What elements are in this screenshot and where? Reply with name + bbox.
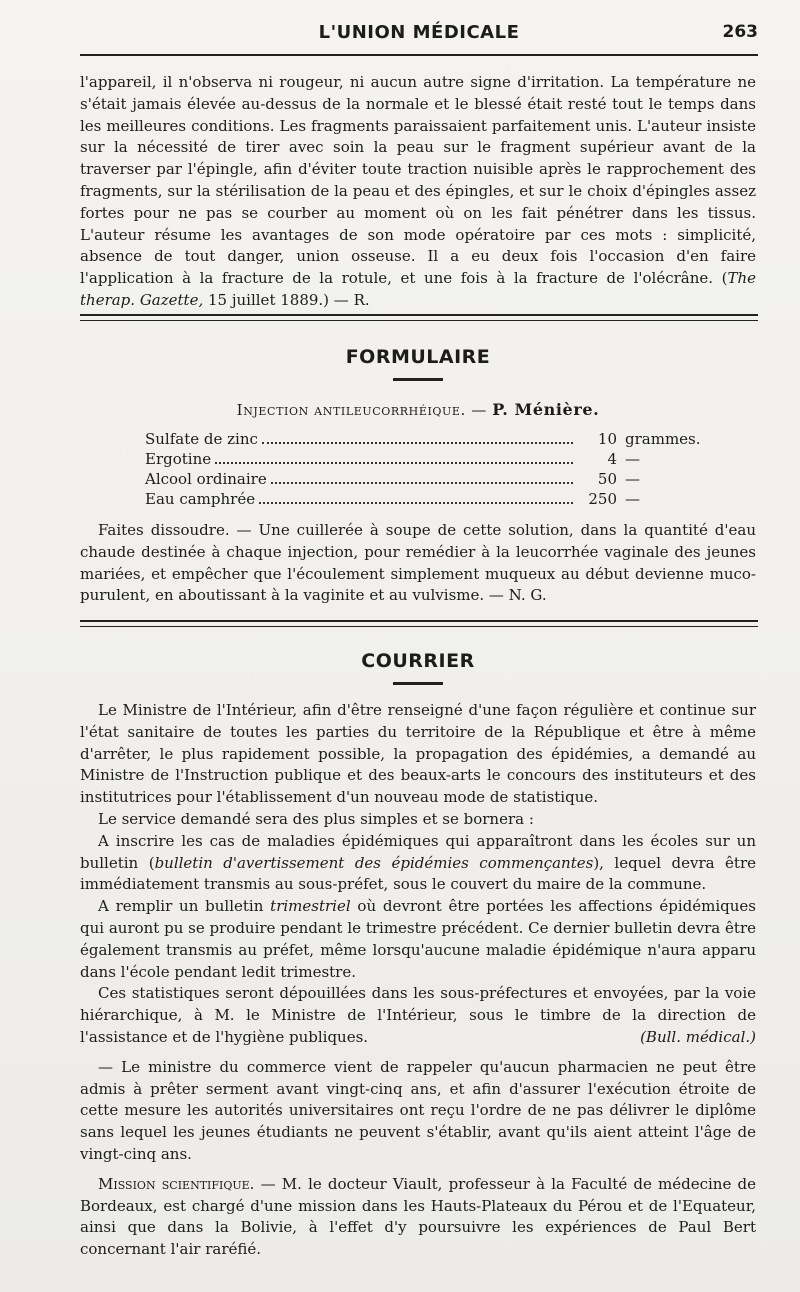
ingredient-qty: 250 <box>588 490 617 508</box>
dot-leader <box>262 442 573 444</box>
running-header <box>80 22 758 52</box>
recipe-name: Injection antileucorrhéique. <box>236 401 466 419</box>
ingredient-name: Eau camphrée <box>145 490 256 508</box>
courrier-paragraph <box>80 896 756 983</box>
section-divider-bottom <box>80 626 758 627</box>
courrier-paragraph: Le Ministre de l'Intérieur, afin d'être renseigné d'une façon régulière et continue sur l'état sanitaire de toutes les parties du territoire de la République et être à même d'arrêter, le plus rapidement possible, la propagation des épidémies, a demandé au Ministre de l'Instruction publique et des beaux-arts le concours des instituteurs et des institutrices pour l'établissement d'un nouveau mode de statistique. <box>80 701 756 807</box>
courrier-paragraph <box>80 983 756 1048</box>
intro-text: l'appareil, il n'observa ni rougeur, ni aucun autre signe d'irritation. La température ne s'était jamais élevée au-dessus de la normale et le blessé était resté tout le temps dans les meilleures conditions. Les fragments paraissaient parfaitement unis. L'auteur insiste sur la nécessité de tirer avec soin la peau sur le fragment supérieur avant de la traverser par l'épingle, afin d'éviter toute traction nuisible après le rapprochement des fragments, sur la stérilisation de la peau et des épingles, et sur le choix d'épingles assez fortes pour ne pas se courber au moment où on les fait pénétrer dans les tissus. L'auteur résume les avantages de son mode opératoire par ces mots : simplicité, absence de tout danger, union osseuse. Il a eu deux fois l'occasion d'en faire l'application à la fracture de la rotule, et une fois à la fracture de l'olécrâne. ( <box>80 73 756 288</box>
ingredient-unit: — <box>625 490 640 508</box>
p3-italic: bulletin d'avertissement des épidémies commençantes <box>154 853 594 872</box>
page-number: 263 <box>722 22 758 42</box>
courrier-paragraph <box>80 1174 756 1261</box>
p5-source: (Bull. médical.) <box>640 1027 756 1046</box>
recipe-dash: — <box>465 401 493 419</box>
ingredient-name: Sulfate de zinc <box>145 430 258 448</box>
journal-title: L'UNION MÉDICALE <box>318 22 520 43</box>
instructions-text: Faites dissoudre. — Une cuillerée à soupe de cette solution, dans la quantité d'eau chaude destinée à chaque injection, pour remédier à la leucorrhée vaginale des jeunes mariées, et empêcher que l'écoulement simplement muqueux au début devienne muco-purulent, en aboutissant à la vaginite et au vulvisme. — N. G. <box>80 521 756 605</box>
header-rule <box>80 54 758 56</box>
intro-paragraph <box>80 72 756 312</box>
section-divider-top <box>80 620 758 622</box>
recipe-title <box>80 400 756 419</box>
courrier-paragraph: Le service demandé sera des plus simples et se bornera : <box>98 809 534 828</box>
formulaire-heading: FORMULAIRE <box>345 346 491 368</box>
recipe-author: P. Ménière. <box>492 400 600 419</box>
mission-label: Mission scientifique. <box>98 1174 255 1193</box>
p3-text-b: ), lequel devra être immédiatement transmis au sous-préfet, sous le couvert du maire de la commune. <box>80 853 757 894</box>
intro-tail: 15 juillet 1889.) — R. <box>203 290 370 309</box>
ingredient-qty: 10 <box>597 430 617 448</box>
dot-leader <box>215 462 573 464</box>
courrier-heading: COURRIER <box>361 650 475 672</box>
p4-text-b: où devront être portées les affections épidémiques qui auront pu se produire pendant le trimestre précédent. Ce dernier bulletin devra être également transmis au préfet, même lorsqu'aucune maladie épidémique n'aura apparu dans l'école pendant ledit trimestre. <box>80 897 756 981</box>
ingredient-name: Alcool ordinaire <box>145 470 267 488</box>
courrier-paragraph <box>80 831 756 896</box>
ingredient-row <box>145 450 705 470</box>
recipe-instructions <box>80 520 756 607</box>
dot-leader <box>271 482 573 484</box>
courrier-paragraph: — Le ministre du commerce vient de rappeler qu'aucun pharmacien ne peut être admis à prêter serment avant vingt-cinq ans, et afin d'assurer l'exécution étroite de cette mesure les autorités universitaires ont reçu l'ordre de ne pas délivrer le diplôme sans lequel les jeunes étudiants ne peuvent s'établir, avant qu'ils aient atteint l'âge de vingt-cinq ans. <box>80 1057 756 1163</box>
p4-text-a: A remplir un bulletin <box>98 897 271 916</box>
ingredient-list <box>145 430 705 510</box>
ingredient-row <box>145 490 705 510</box>
section-divider-bottom <box>80 320 758 321</box>
ingredient-qty: 50 <box>597 470 617 488</box>
ingredient-unit: — <box>625 450 640 468</box>
intro-citation: The therap. Gazette, <box>80 269 756 309</box>
p7-text: — M. le docteur Viault, professeur à la Faculté de médecine de Bordeaux, est chargé d'une mission dans les Hauts-Plateaux du Pérou et de l'Equateur, ainsi que dans la Bolivie, à l'effet d'y poursuivre les expériences de Paul Bert concernant l'air raréfié. <box>80 1174 756 1259</box>
ingredient-unit: grammes. <box>625 430 701 448</box>
formulaire-heading-rule <box>393 378 443 381</box>
p3-text-a: A inscrire les cas de maladies épidémiques qui apparaîtront dans les écoles sur un bulletin ( <box>80 831 756 872</box>
ingredient-row <box>145 470 705 490</box>
ingredient-name: Ergotine <box>145 450 212 468</box>
ingredient-qty: 4 <box>607 450 617 468</box>
p5-text: Ces statistiques seront dépouillées dans les sous-préfectures et envoyées, par la voie hiérarchique, à M. le Ministre de l'Intérieur, sous le timbre de la direction de l'assistance et de l'hygiène publiques. <box>80 984 756 1046</box>
dot-leader <box>259 502 573 504</box>
p4-italic: trimestriel <box>270 897 351 916</box>
ingredient-row <box>145 430 705 450</box>
courrier-body <box>80 700 756 1261</box>
ingredient-unit: — <box>625 470 640 488</box>
courrier-heading-rule <box>393 682 443 685</box>
section-divider-top <box>80 314 758 316</box>
